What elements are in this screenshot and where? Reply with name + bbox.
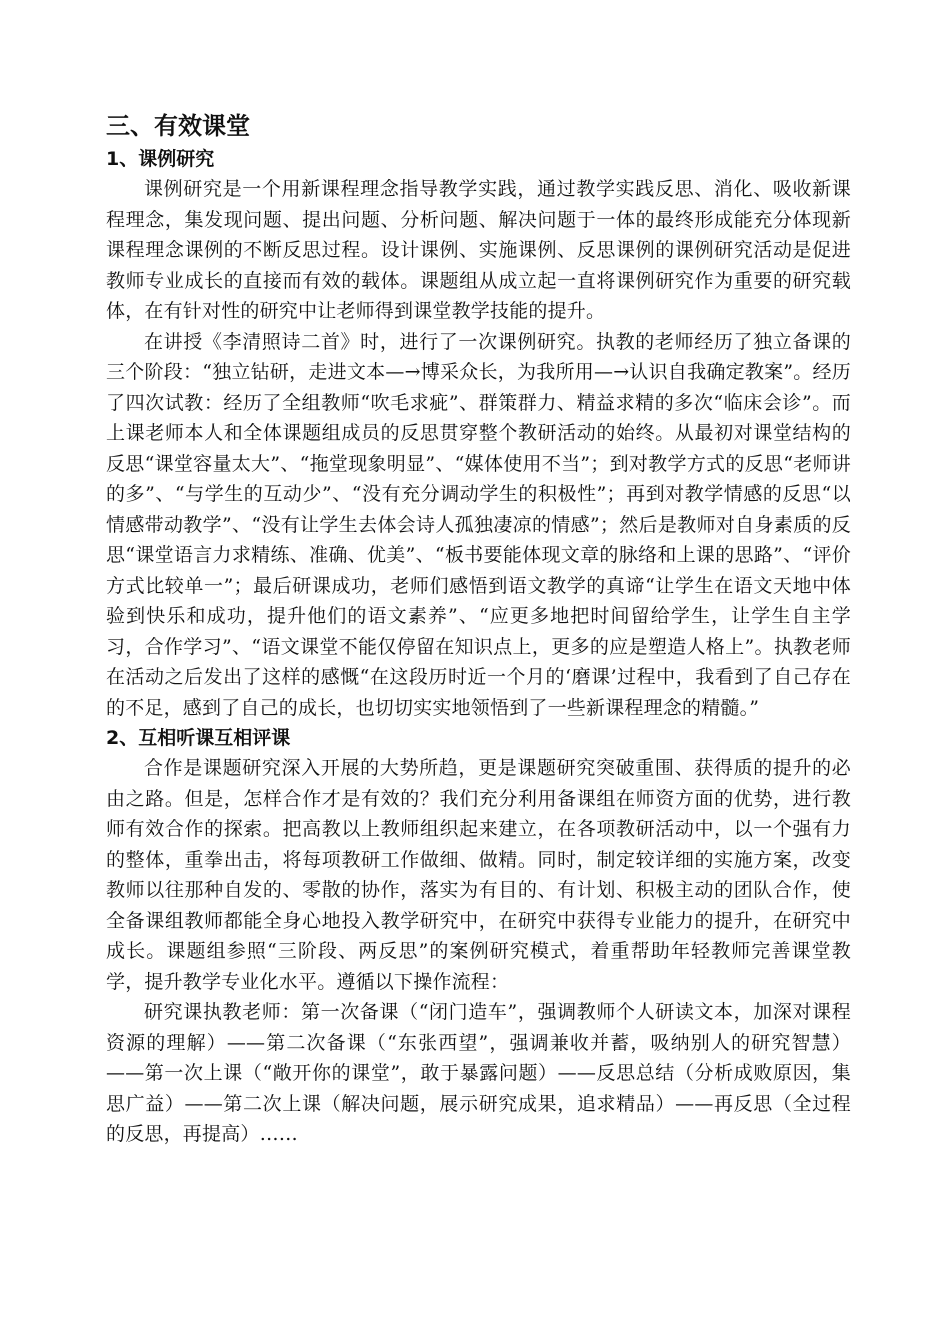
- document-page: [106, 108, 851, 1150]
- paragraph-case-study-example: 在讲授《李清照诗二首》时，进行了一次课例研究。执教的老师经历了独立备课的三个阶段：“独立钻研，走进文本—→博采众长，为我所用—→认识自我确定教案”。经历了四次试教：经历了全组教师“吹毛求疵”、群策群力、精益求精的多次“临床会诊”。而上课老师本人和全体课题组成员的反思贯穿整个教研活动的始终。从最初对课堂结构的反思“课堂容量太大”、“拖堂现象明显”、“媒体使用不当”；到对教学方式的反思“老师讲的多”、“与学生的互动少”、“没有充分调动学生的积极性”；再到对教学情感的反思“以情感带动教学”、“没有让学生去体会诗人孤独凄凉的情感”；然后是教师对自身素质的反思“课堂语言力求精练、准确、优美”、“板书要能体现文章的脉络和上课的思路”、“评价方式比较单一”；最后研课成功，老师们感悟到语文教学的真谛“让学生在语文天地中体验到快乐和成功，提升他们的语文素养”、“应更多地把时间留给学生，让学生自主学习，合作学习”、“语文课堂不能仅停留在知识点上，更多的应是塑造人格上”。执教老师在活动之后发出了这样的感慨“在这段历时近一个月的‘磨课’过程中，我看到了自己存在的不足，感到了自己的成长，也切切实实地领悟到了一些新课程理念的精髓。”: [106, 330, 851, 719]
- paragraph-peer-review-intro: 合作是课题研究深入开展的大势所趋，更是课题研究突破重围、获得质的提升的必由之路。但是，怎样合作才是有效的？我们充分利用备课组在师资方面的优势，进行教师有效合作的探索。把高教以上教师组织起来建立，在各项教研活动中，以一个强有力的整体，重拳出击，将每项教研工作做细、做精。同时，制定较详细的实施方案，改变教师以往那种自发的、零散的协作，落实为有目的、有计划、积极主动的团队合作，使全备课组教师都能全身心地投入教学研究中，在研究中获得专业能力的提升，在研究中成长。课题组参照“三阶段、两反思”的案例研究模式，着重帮助年轻教师完善课堂教学，提升教学专业化水平。遵循以下操作流程：: [106, 757, 851, 993]
- subsection-heading-peer-review: 2、互相听课互相评课: [106, 727, 291, 749]
- paragraph-peer-review-process: 研究课执教老师：第一次备课（“闭门造车”，强调教师个人研读文本，加深对课程资源的理解）——第二次备课（“东张西望”，强调兼收并蓄，吸纳别人的研究智慧）——第一次上课（“敞开你的课堂”，敢于暴露问题）——反思总结（分析成败原因，集思广益）——第二次上课（解决问题，展示研究成果，追求精品）——再反思（全过程的反思，再提高）……: [106, 1001, 851, 1145]
- paragraph-case-study-intro: 课例研究是一个用新课程理念指导教学实践，通过教学实践反思、消化、吸收新课程理念，集发现问题、提出问题、分析问题、解决问题于一体的最终形成能充分体现新课程理念课例的不断反思过程。设计课例、实施课例、反思课例的课例研究活动是促进教师专业成长的直接而有效的载体。课题组从成立起一直将课例研究作为重要的研究载体，在有针对性的研究中让老师得到课堂教学技能的提升。: [106, 178, 851, 322]
- subsection-heading-case-study: 1、课例研究: [106, 148, 215, 170]
- section-title: 三、有效课堂: [106, 112, 250, 140]
